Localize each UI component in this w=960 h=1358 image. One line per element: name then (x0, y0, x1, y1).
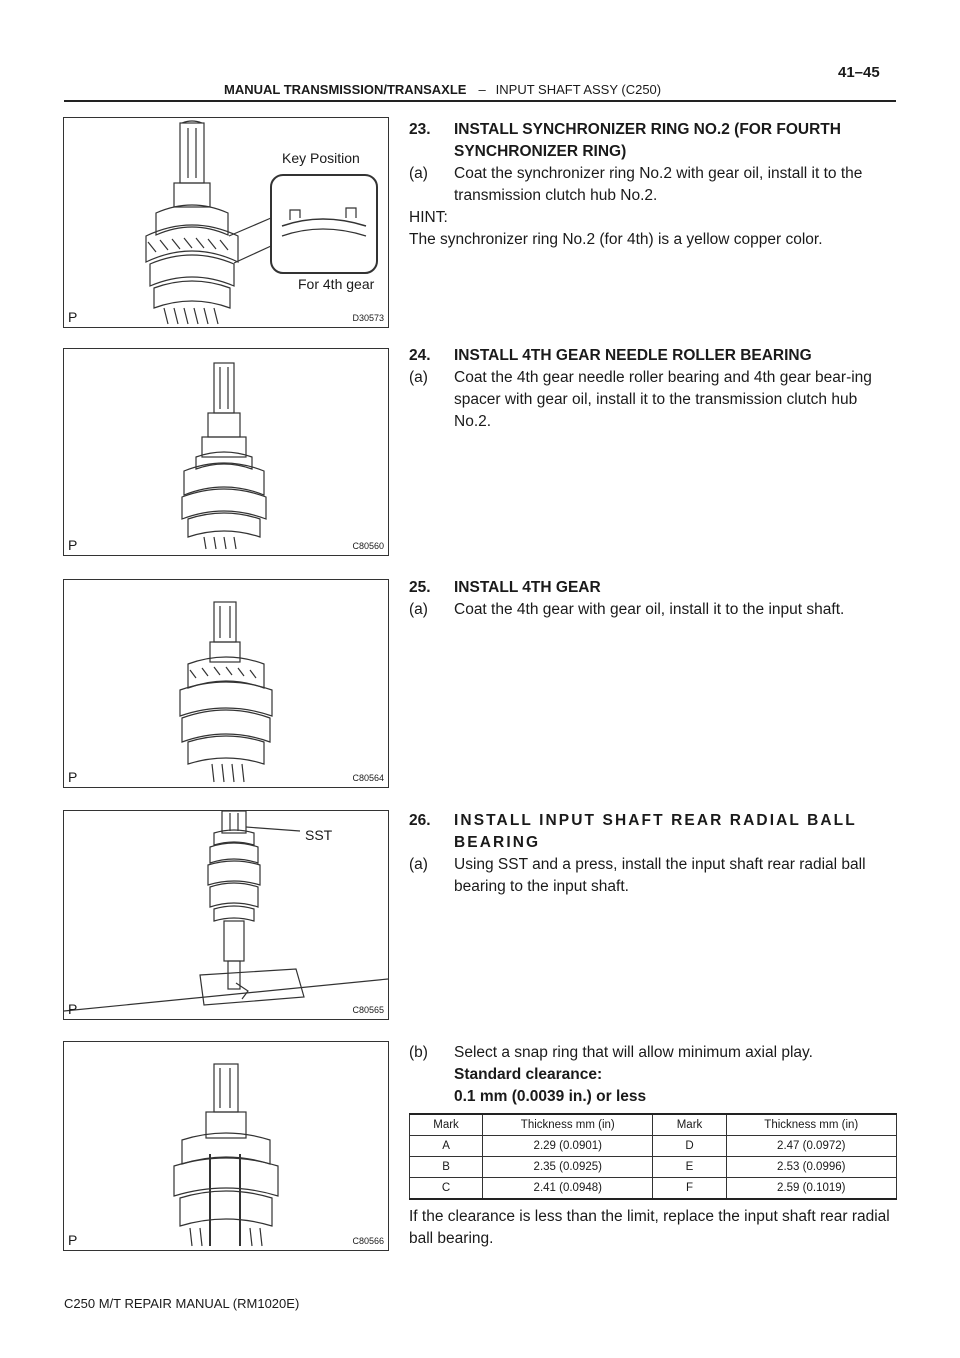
step-24 (409, 345, 897, 433)
table-header: Thickness mm (in) (483, 1114, 653, 1136)
callout-key-position: Key Position (282, 150, 360, 166)
table-cell: A (410, 1136, 483, 1157)
figure-code: C80566 (352, 1236, 384, 1246)
replacement-note: If the clearance is less than the limit, replace the input shaft rear radial ball bearing. (409, 1208, 890, 1247)
table-cell: 2.29 (0.0901) (483, 1136, 653, 1157)
step-instruction (409, 163, 897, 207)
instruction-text: Coat the 4th gear needle roller bearing and 4th gear bear-ing spacer with gear oil, install it to the transmission clutch hub No.2. (454, 369, 872, 430)
table-row (410, 1136, 897, 1157)
callout-for-4th-gear: For 4th gear (298, 276, 375, 292)
figure-corner-mark: P (68, 1001, 78, 1017)
step-instruction (409, 599, 897, 621)
instruction-label: (a) (409, 601, 428, 618)
step-number: 26. (409, 812, 431, 829)
figure-4th-gear (63, 579, 389, 788)
figure-press-ball-bearing (63, 810, 389, 1020)
figure-code: C80564 (352, 773, 384, 783)
step-instruction (409, 1042, 897, 1064)
snap-ring-table (409, 1113, 897, 1200)
instruction-label: (b) (409, 1044, 428, 1061)
running-header (224, 82, 661, 97)
table-cell: 2.41 (0.0948) (483, 1178, 653, 1200)
table-cell: B (410, 1157, 483, 1178)
figure-snap-ring-clearance (63, 1041, 389, 1251)
step-number: 23. (409, 121, 431, 138)
table-header: Thickness mm (in) (726, 1114, 896, 1136)
step-number: 25. (409, 579, 431, 596)
step-instruction (409, 367, 897, 433)
step-title: INSTALL SYNCHRONIZER RING NO.2 (FOR FOURTH SYNCHRONIZER RING) (454, 121, 841, 160)
instruction-label: (a) (409, 165, 428, 182)
figure-corner-mark: P (68, 309, 78, 325)
step-title: INSTALL 4TH GEAR (454, 579, 601, 596)
step-heading (409, 345, 897, 367)
step-23 (409, 119, 897, 251)
instruction-text: Select a snap ring that will allow minimum axial play. (454, 1044, 813, 1061)
table-header: Mark (410, 1114, 483, 1136)
figure-code: C80560 (352, 541, 384, 551)
manual-footer: C250 M/T REPAIR MANUAL (RM1020E) (64, 1296, 300, 1311)
step-title: INSTALL 4TH GEAR NEEDLE ROLLER BEARING (454, 347, 812, 364)
table-cell: 2.59 (0.1019) (726, 1178, 896, 1200)
step-heading (409, 119, 897, 163)
callout-sst: SST (305, 827, 333, 843)
figure-corner-mark: P (68, 769, 78, 785)
hint-label: HINT: (409, 209, 448, 226)
step-instruction (409, 854, 897, 898)
header-subsection: INPUT SHAFT ASSY (C250) (495, 82, 662, 97)
snap-ring-clearance-illustration (64, 1042, 388, 1250)
step-number: 24. (409, 347, 431, 364)
step-26 (409, 810, 897, 898)
table-cell: 2.35 (0.0925) (483, 1157, 653, 1178)
needle-roller-bearing-illustration (64, 349, 388, 555)
header-rule (64, 100, 896, 102)
table-cell: 2.47 (0.0972) (726, 1136, 896, 1157)
table-row (410, 1178, 897, 1200)
4th-gear-illustration (64, 580, 388, 787)
step-heading (409, 810, 897, 854)
table-cell: C (410, 1178, 483, 1200)
table-header-row (410, 1114, 897, 1136)
figure-code: D30573 (352, 313, 384, 323)
instruction-text: Using SST and a press, install the input shaft rear radial ball bearing to the input shaft. (454, 856, 866, 895)
figure-code: C80565 (352, 1005, 384, 1015)
header-section: MANUAL TRANSMISSION/TRANSAXLE (224, 82, 467, 97)
page-number: 41–45 (838, 64, 880, 81)
step-heading (409, 577, 897, 599)
step-title: INSTALL INPUT SHAFT REAR RADIAL BALL BEARING (454, 812, 857, 851)
figure-corner-mark: P (68, 537, 78, 553)
instruction-label: (a) (409, 369, 428, 386)
press-ball-bearing-illustration (64, 811, 388, 1019)
table-cell: 2.53 (0.0996) (726, 1157, 896, 1178)
step-25 (409, 577, 897, 621)
table-cell: D (653, 1136, 726, 1157)
header-dash: – (478, 82, 486, 97)
figure-corner-mark: P (68, 1232, 78, 1248)
table-header: Mark (653, 1114, 726, 1136)
table-cell: F (653, 1178, 726, 1200)
figure-synchronizer-ring (63, 117, 389, 328)
figure-needle-roller-bearing (63, 348, 389, 556)
hint-text: The synchronizer ring No.2 (for 4th) is a yellow copper color. (409, 231, 823, 248)
instruction-text: Coat the 4th gear with gear oil, install it to the input shaft. (454, 601, 845, 618)
spec-label: Standard clearance: (454, 1066, 603, 1083)
step-26-b (409, 1042, 897, 1108)
instruction-label: (a) (409, 856, 428, 873)
instruction-text: Coat the synchronizer ring No.2 with gear oil, install it to the transmission clutch hub No.2. (454, 165, 863, 204)
table-cell: E (653, 1157, 726, 1178)
spec-value: 0.1 mm (0.0039 in.) or less (454, 1088, 647, 1105)
table-row (410, 1157, 897, 1178)
